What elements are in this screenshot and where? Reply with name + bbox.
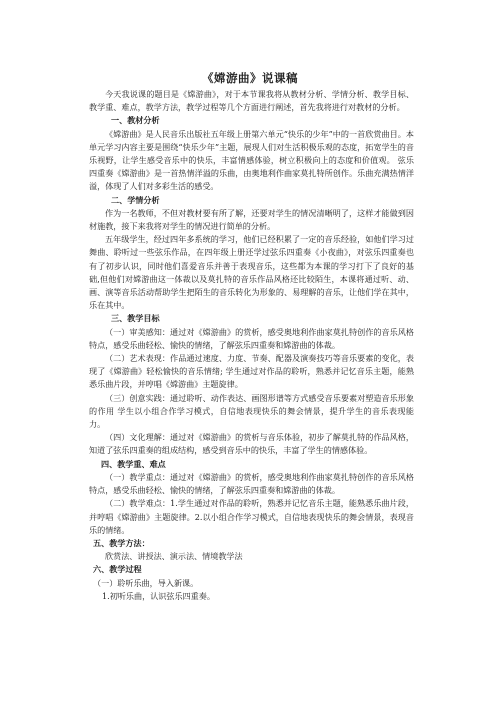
objective-creative-practice: （三）创意实践：通过聆听、动作表达、画图形谱等方式感受音乐要素对塑造音乐形象的作用 学生以小组合作学习模式，自信地表现快乐的舞会情景，提升学生的音乐表现能力。	[89, 392, 414, 430]
section-heading-teaching-methods: 五、教学方法：	[93, 537, 150, 548]
intro-paragraph: 今天我说课的题目是《嫦游曲》，对于本节课我将从教材分析、学情分析、教学目标、教学重、难点，教学方法，教学过程等几个方面进行阐述，首先我将进行对教材的分析。	[89, 89, 414, 113]
objective-aesthetic-perception: （一）审美感知：通过对《嫦游曲》的赏析，感受奥地利作曲家莫扎特创作的音乐风格特点，感受乐曲轻松、愉快的情绪，了解弦乐四重奏和嫦游曲的体裁。	[89, 326, 414, 350]
objective-cultural-understanding: （四）文化理解：通过对《嫦游曲》的赏析与音乐体验，初步了解莫扎特的作品风格，知道了弦乐四重奏的组成结构，感受到音乐中的快乐，丰富了学生的情感体验。	[89, 432, 414, 456]
difficult-point-paragraph: （二）教学难点：1.学生通过对作品的聆听，熟悉并记忆音乐主题，能熟悉乐曲片段，并哼唱《嫦游曲》主题旋律。2.以小组合作学习模式，自信地表现快乐的舞会情景，表现音乐的情绪。	[89, 498, 414, 535]
key-point-paragraph: （一）教学重点：通过对《嫦游曲》的赏析，感受奥地利作曲家莫扎特创作的音乐风格特点，感受乐曲轻松、愉快的情绪，了解弦乐四重奏和嫦游曲的体裁。	[89, 471, 414, 496]
process-item-1: （一）聆听乐曲，导入新课。	[93, 577, 199, 588]
section-heading-student-analysis: 二、学情分析	[111, 194, 160, 205]
section-heading-teaching-process: 六、教学过程	[93, 564, 142, 575]
section-heading-teaching-objectives: 三、教学目标	[111, 313, 160, 324]
document-body	[89, 88, 414, 603]
process-subitem-1: 1.初听乐曲，认识弦乐四重奏。	[102, 590, 215, 601]
textbook-analysis-paragraph: 《嫦游曲》是人民音乐出版社五年级上册第六单元“快乐的少年”中的一首欣赏曲目。本单元学习内容主要是围绕“快乐少年”主题，展现人们对生活积极乐观的态度，拓宽学生的音乐视野，让学生感受音乐中的快乐，丰富情感体验，树立积极向上的态度和价值观。 弦乐四重奏《嫦游曲》是一首热情洋溢的乐曲，由奥地利作曲家莫扎特所创作。乐曲充满热情洋溢，体现了人们对多彩生活的感受。	[89, 128, 414, 192]
teaching-methods-text: 欣赏法、讲授法、演示法、情境教学法	[105, 551, 243, 562]
document-title: 《嫦游曲》说课稿	[202, 71, 298, 85]
student-analysis-paragraph-2: 五年级学生，经过四年多系统的学习，他们已经积累了一定的音乐经验，如他们学习过舞曲、聆听过一些弦乐作品，在四年级上册还学过弦乐四重奏《小夜曲》，对弦乐四重奏也有了初步认识，同时他们喜爱音乐并善于表现音乐，这些都为本课的学习打下了良好的基础,但他们对嫦游曲这一体裁以及莫扎特的音乐作品风格还比较陌生，本课将通过听、动、画、演等音乐活动帮助学生把陌生的音乐转化为形象的、易理解的音乐，让他们学在其中，乐在其中。	[89, 234, 414, 311]
student-analysis-paragraph-1: 作为一名教师，不但对教材要有所了解，还要对学生的情况清晰明了，这样才能做到因材施教，接下来我将对学生的情况进行简单的分析。	[89, 207, 414, 232]
objective-artistic-expression: （二）艺术表现：作品通过速度、力度、节奏、配器及演奏技巧等音乐要素的变化，表现了《嫦游曲》轻松愉快的音乐情绪; 学生通过对作品的聆听，熟悉并记忆音乐主题，能熟悉乐曲片段，并哼唱《嫦游曲》主题旋律。	[89, 353, 414, 390]
section-heading-textbook-analysis: 一、教材分析	[111, 115, 160, 126]
section-heading-key-difficult-points: 四、教学重、难点	[101, 458, 166, 469]
